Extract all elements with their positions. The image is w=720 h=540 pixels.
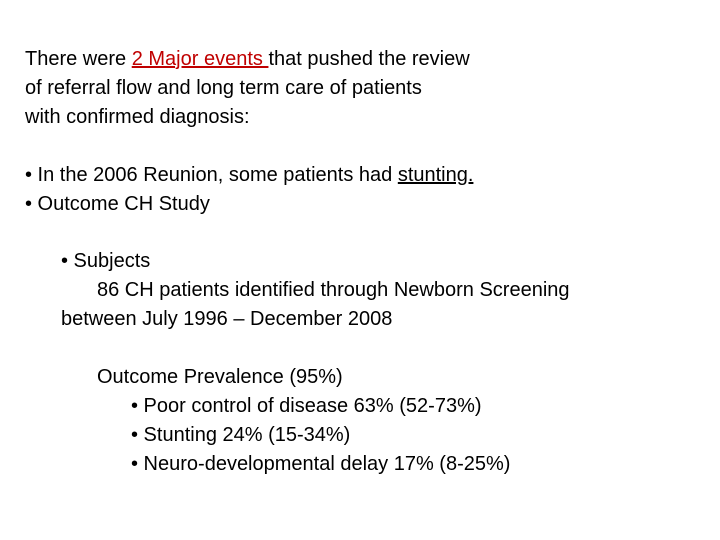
intro-suffix: that pushed the review: [268, 48, 470, 70]
outcome-heading: Outcome Prevalence (95%): [97, 366, 343, 388]
intro-line-3: with confirmed diagnosis:: [25, 106, 250, 128]
major-events-highlight: 2 Major events: [131, 48, 269, 70]
bullet-outcome-study: • Outcome CH Study: [25, 193, 210, 215]
subjects-line-1: 86 CH patients identified through Newborn Screening: [97, 279, 570, 301]
outcome-item: • Neuro-developmental delay 17% (8-25%): [131, 453, 511, 475]
outcome-item: • Stunting 24% (15-34%): [131, 424, 351, 446]
bullet-reunion-text: • In the 2006 Reunion, some patients had: [25, 164, 398, 186]
outcome-item: • Poor control of disease 63% (52-73%): [131, 395, 482, 417]
subjects-heading: • Subjects: [61, 250, 151, 272]
intro-line-1: [25, 44, 470, 74]
bullet-reunion: [25, 160, 473, 190]
intro-line-2: of referral flow and long term care of patients: [25, 77, 422, 99]
subjects-line-2: between July 1996 – December 2008: [61, 308, 393, 330]
stunting-underlined: stunting.: [397, 164, 474, 186]
intro-prefix: There were: [25, 48, 132, 70]
